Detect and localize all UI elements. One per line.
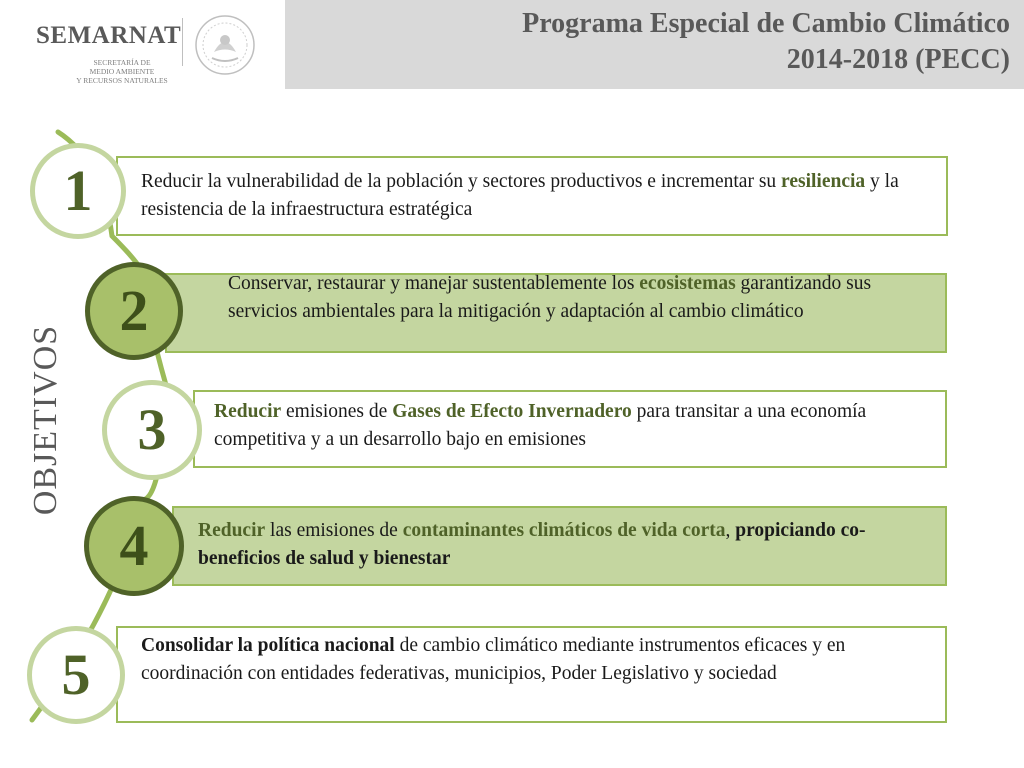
objective-text-part: y la resistencia de la infraestructura estratégica (141, 171, 899, 220)
objective-text-part: Conservar, restaurar y manejar sustentablemente los (228, 273, 640, 294)
objective-number-badge-1 (30, 143, 126, 239)
logo-subtitle-line-2: MEDIO AMBIENTE (89, 67, 155, 76)
objective-text-4 (198, 517, 938, 573)
objective-number: 5 (61, 642, 91, 707)
objective-text-part: garantizando sus servicios ambientales para la mitigación y adaptación al cambio climático (228, 273, 872, 322)
objective-emphasis: Reducir (214, 401, 282, 422)
objective-number-badge-4 (84, 496, 184, 596)
logo-wordmark: SEMARNAT (36, 22, 182, 49)
objective-number-badge-3 (102, 380, 202, 480)
objective-text-1 (141, 168, 947, 224)
objective-number: 1 (63, 158, 93, 223)
objetivos-label: OBJETIVOS (27, 324, 64, 516)
objective-text-3 (214, 398, 934, 454)
objective-emphasis: contaminantes climáticos de vida corta (402, 520, 726, 541)
title-line-2: 2014-2018 (PECC) (786, 44, 1010, 75)
objective-emphasis: propiciando co-beneficios de salud y bienestar (198, 520, 866, 569)
objective-text-part: para transitar a una economía competitiva y a un desarrollo bajo en emisiones (214, 401, 867, 450)
objective-number: 2 (119, 278, 149, 343)
objective-text-part: Reducir la vulnerabilidad de la población y sectores productivos e incrementar su (141, 171, 782, 192)
objective-number-badge-5 (27, 626, 125, 724)
objective-text-5 (141, 632, 931, 688)
objective-number: 4 (119, 513, 149, 578)
objective-text-part: , (725, 520, 736, 541)
objective-text-part: de cambio climático mediante instrumentos eficaces y en coordinación con entidades federativas, municipios, Poder Legislativo y sociedad (141, 635, 846, 684)
logo-subtitle-line-1: SECRETARÍA DE (93, 58, 151, 67)
objective-emphasis: ecosistemas (639, 273, 736, 294)
objective-emphasis: Gases de Efecto Invernadero (392, 401, 632, 422)
objective-text-2 (228, 270, 928, 326)
objective-text-part: las emisiones de (265, 520, 403, 541)
logo-subtitle-line-3: Y RECURSOS NATURALES (76, 76, 168, 85)
objective-emphasis: Reducir (198, 520, 266, 541)
objective-number-badge-2 (85, 262, 183, 360)
objective-text-part: emisiones de (281, 401, 393, 422)
objective-emphasis: resiliencia (781, 171, 866, 192)
objective-number: 3 (137, 397, 167, 462)
title-line-1: Programa Especial de Cambio Climático (522, 8, 1010, 39)
objective-emphasis: Consolidar la política nacional (141, 635, 395, 656)
